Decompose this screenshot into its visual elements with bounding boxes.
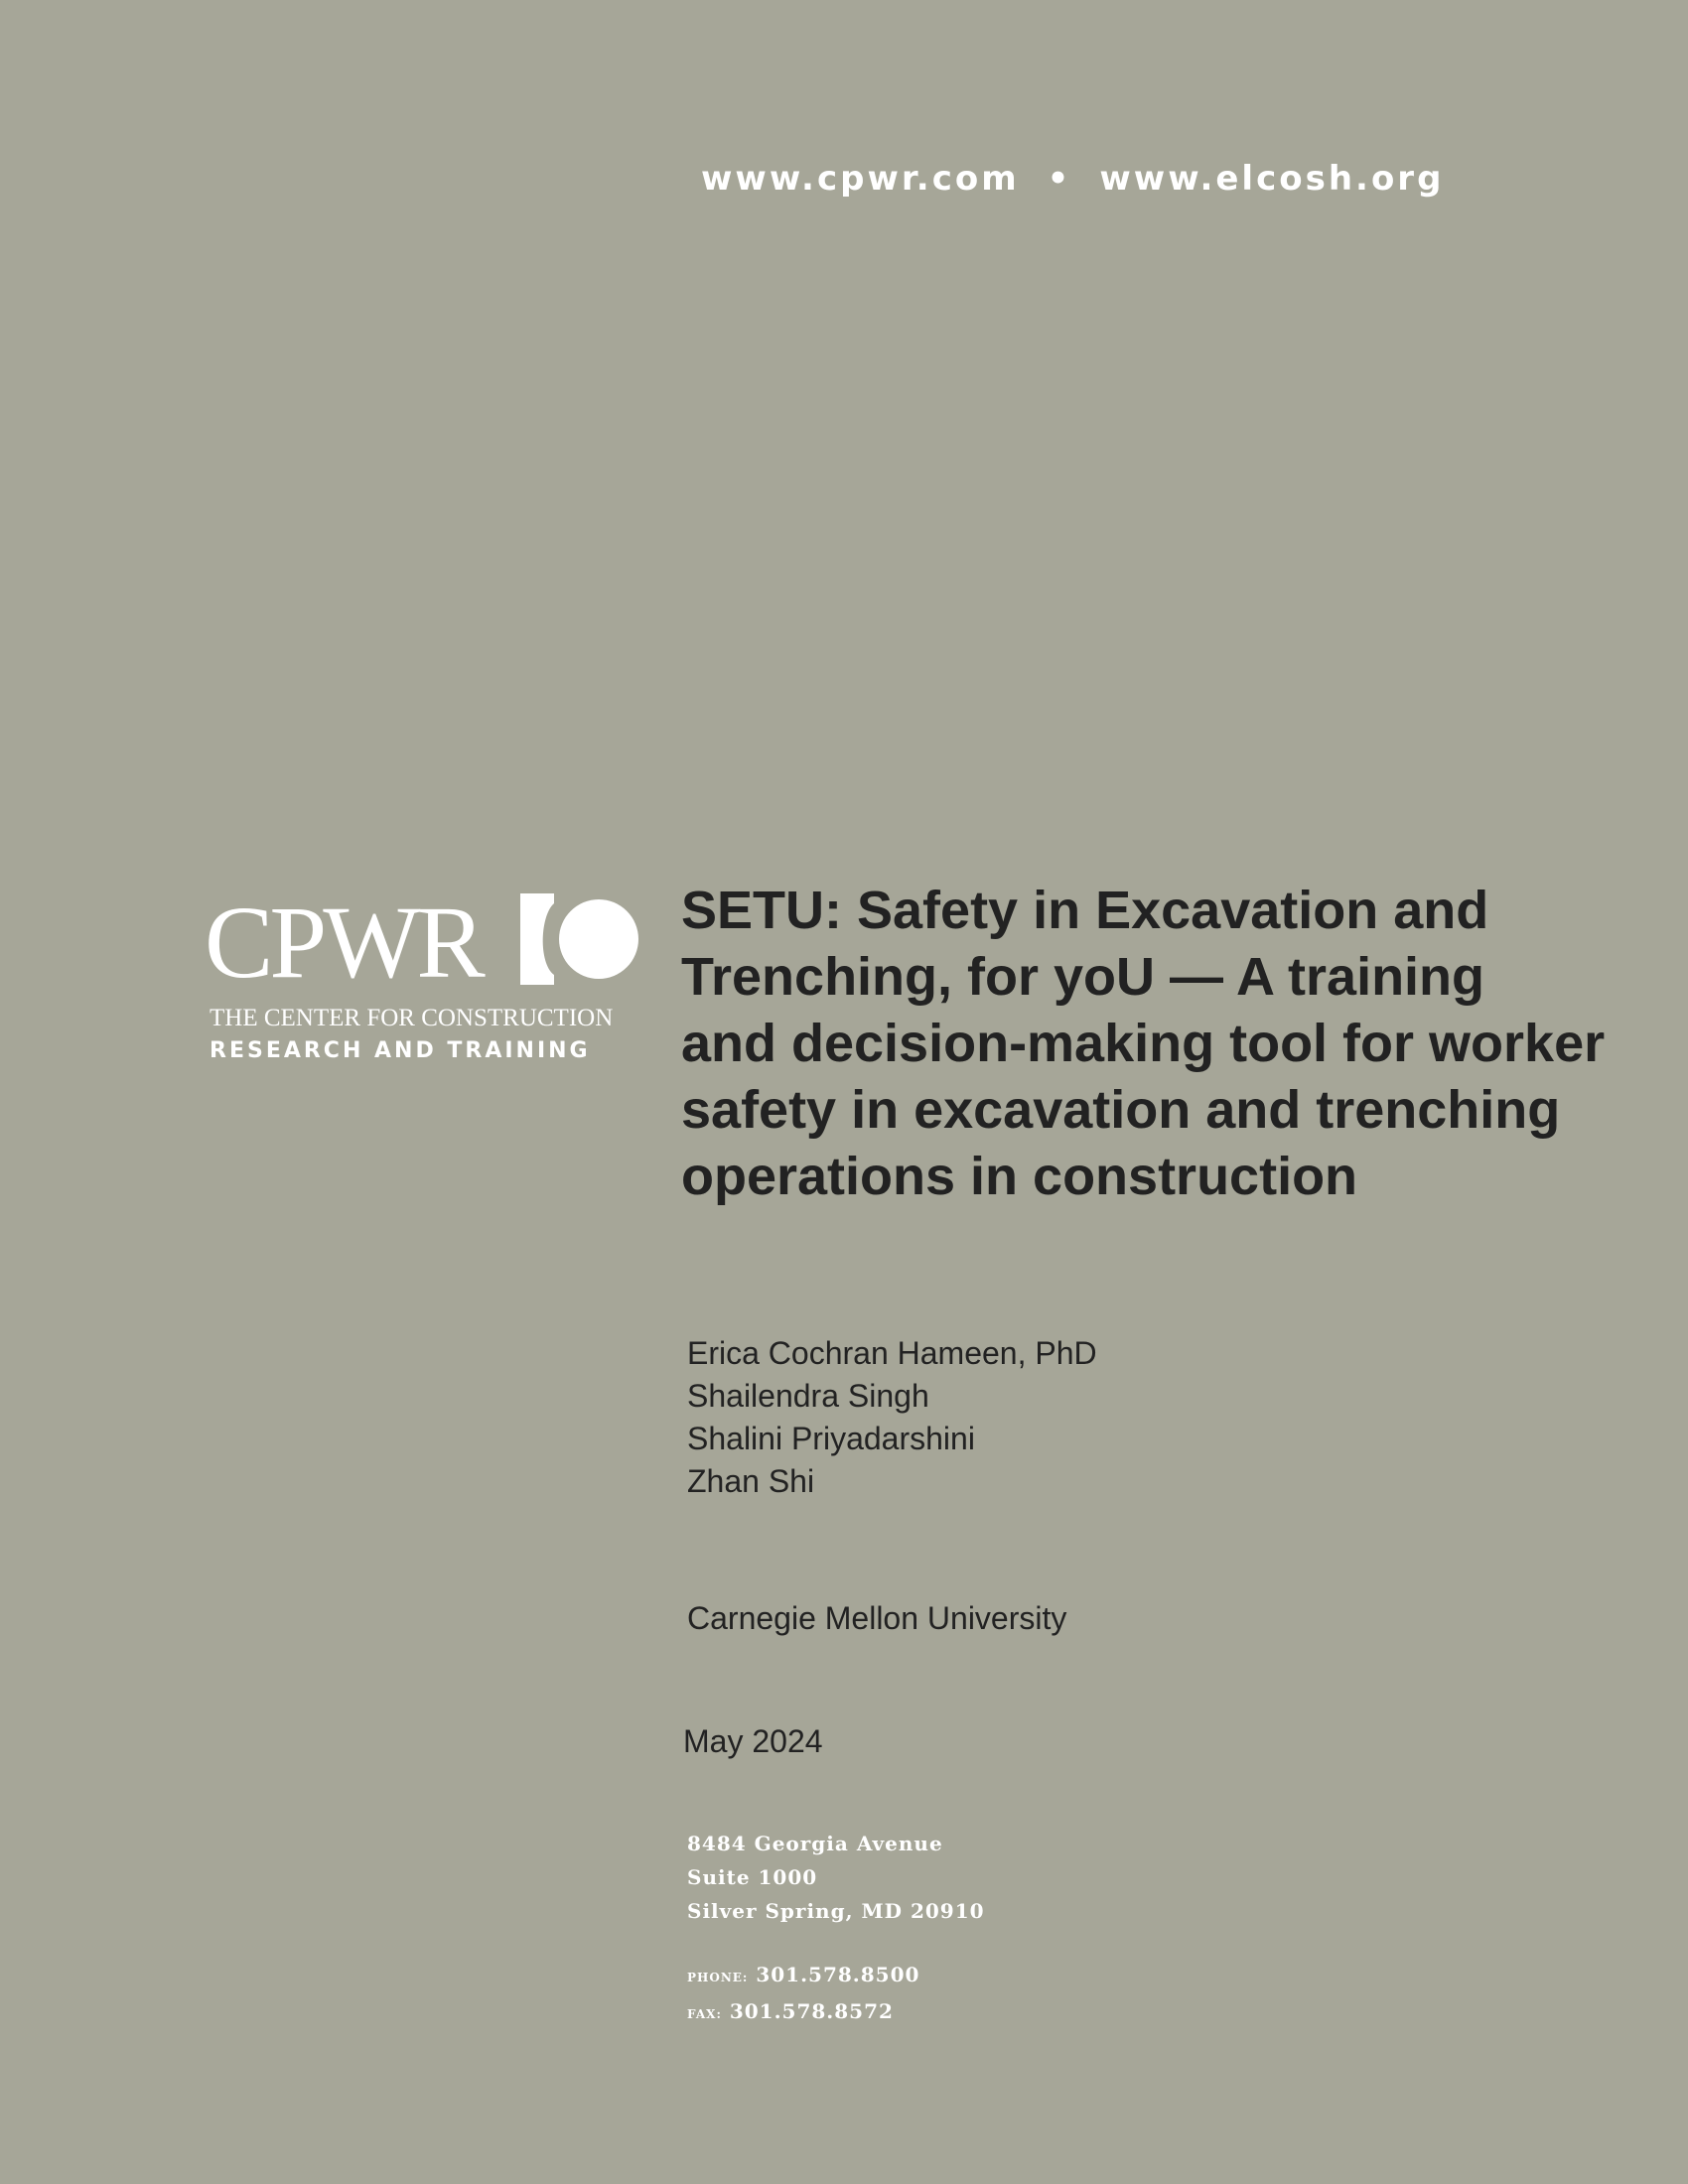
logo-bracket-shape: [520, 893, 554, 985]
cpwr-logo: [205, 886, 641, 1070]
bullet-separator: •: [1047, 159, 1072, 199]
fax-label: FAX:: [687, 2007, 722, 2021]
elcosh-url[interactable]: www.elcosh.org: [1099, 159, 1445, 199]
title-line: Trenching, for yoU — A training: [681, 947, 1485, 1007]
logo-wordmark: CPWR: [205, 886, 482, 1000]
fax-number: 301.578.8572: [729, 1999, 894, 2023]
report-title: [681, 878, 1654, 1210]
website-links: [701, 159, 1476, 199]
title-line: safety in excavation and trenching: [681, 1080, 1561, 1140]
publication-date: May 2024: [683, 1723, 823, 1759]
author-name: Zhan Shi: [687, 1463, 815, 1499]
address-street: 8484 Georgia Avenue: [687, 1832, 943, 1855]
mailing-address: [687, 1827, 985, 1928]
logo-bracket-circle-icon: [520, 893, 641, 985]
title-line: SETU: Safety in Excavation and: [681, 881, 1489, 940]
phone-number: 301.578.8500: [756, 1963, 920, 1986]
author-name: Erica Cochran Hameen, PhD: [687, 1335, 1097, 1371]
cpwr-url[interactable]: www.cpwr.com: [701, 159, 1020, 199]
address-city: Silver Spring, MD 20910: [687, 1899, 985, 1923]
logo-tagline-top: THE CENTER FOR CONSTRUCTION: [210, 1005, 614, 1031]
author-name: Shalini Priyadarshini: [687, 1421, 975, 1456]
author-list: [687, 1332, 1097, 1503]
contact-numbers: [687, 1958, 919, 2031]
affiliation: Carnegie Mellon University: [687, 1600, 1067, 1636]
author-name: Shailendra Singh: [687, 1378, 929, 1414]
logo-tagline-bottom: RESEARCH AND TRAINING: [210, 1038, 591, 1063]
phone-line: [687, 1958, 919, 1994]
title-line: operations in construction: [681, 1147, 1358, 1206]
fax-line: [687, 1994, 919, 2031]
phone-label: PHONE:: [687, 1971, 749, 1984]
logo-circle-shape: [559, 899, 638, 979]
title-line: and decision-making tool for worker: [681, 1014, 1606, 1073]
address-suite: Suite 1000: [687, 1865, 818, 1889]
